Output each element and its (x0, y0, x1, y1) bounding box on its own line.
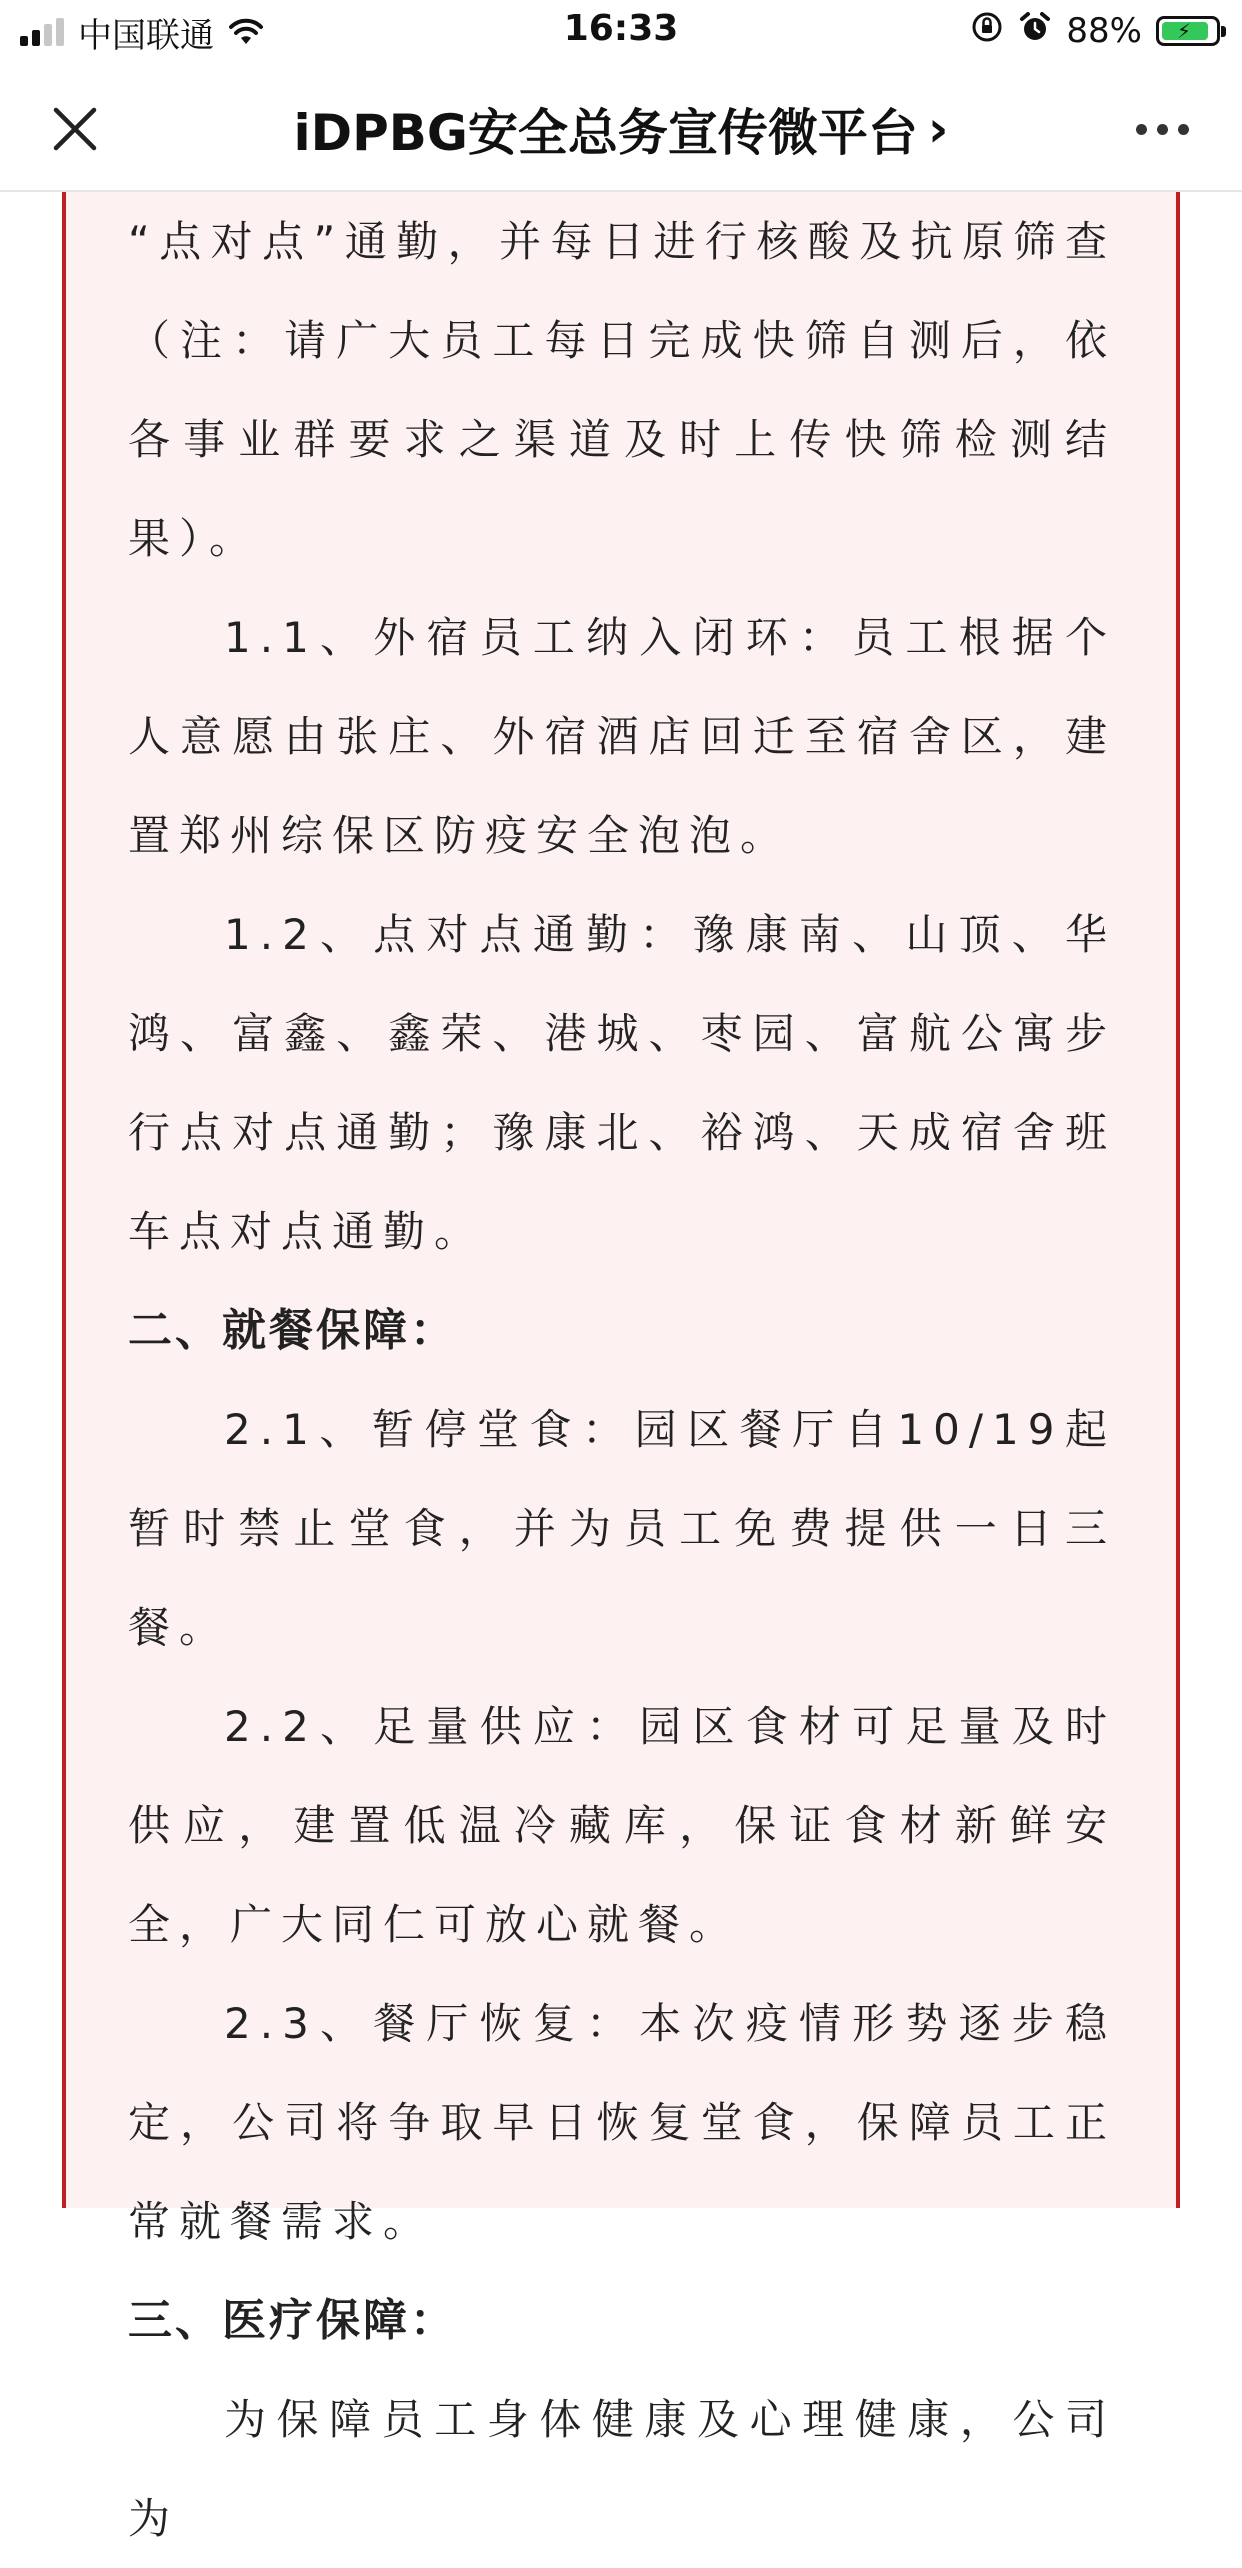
section-heading: 二、就餐保障： (128, 1305, 457, 1356)
article-paragraph: “点对点”通勤，并每日进行核酸及抗原筛查（注：请广大员工每日完成快筛自测后，依各事业群要求之渠道及时上传快筛检测结果）。 (128, 217, 1116, 563)
close-button[interactable] (40, 94, 110, 164)
more-icon-dot (1178, 124, 1189, 135)
article-paragraph: 1.2、点对点通勤：豫康南、山顶、华鸿、富鑫、鑫荣、港城、枣园、富航公寓步行点对点通勤；豫康北、裕鸿、天成宿舍班车点对点通勤。 (128, 910, 1116, 1256)
nav-bar (0, 64, 1242, 192)
article-body (128, 192, 1116, 2568)
section-heading: 三、医疗保障： (128, 2295, 457, 2346)
article-scroll-area[interactable] (0, 192, 1242, 2543)
article-paragraph: 2.3、餐厅恢复：本次疫情形势逐步稳定，公司将争取早日恢复堂食，保障员工正常就餐需求。 (128, 1999, 1116, 2246)
orientation-lock-icon (970, 10, 1004, 53)
article-paragraph: 2.1、暂停堂食：园区餐厅自10/19起暂时禁止堂食，并为员工免费提供一日三餐。 (128, 1405, 1116, 1652)
carrier-label: 中国联通 (78, 15, 214, 56)
chevron-right-icon: › (927, 100, 949, 158)
close-icon (52, 106, 98, 152)
more-icon-dot (1136, 124, 1147, 135)
article-paragraph: 2.2、足量供应：园区食材可足量及时供应，建置低温冷藏库，保证食材新鲜安全，广大同仁可放心就餐。 (128, 1702, 1116, 1949)
article-paragraph: 1.1、外宿员工纳入闭环：员工根据个人意愿由张庄、外宿酒店回迁至宿舍区，建置郑州综保区防疫安全泡泡。 (128, 613, 1116, 860)
page-title[interactable] (150, 94, 1092, 164)
article-paragraph: 为保障员工身体健康及心理健康，公司为 (128, 2395, 1116, 2543)
more-icon-dot (1157, 124, 1168, 135)
page-title-text: iDPBG安全总务宣传微平台 (293, 104, 918, 162)
alarm-icon (1018, 10, 1052, 53)
status-right-group (970, 8, 1220, 54)
status-time: 16:33 (563, 8, 679, 49)
more-button[interactable] (1122, 94, 1202, 164)
status-bar (0, 0, 1242, 64)
battery-charging-icon: ⚡ (1156, 16, 1220, 46)
battery-percent: 88% (1066, 11, 1142, 51)
